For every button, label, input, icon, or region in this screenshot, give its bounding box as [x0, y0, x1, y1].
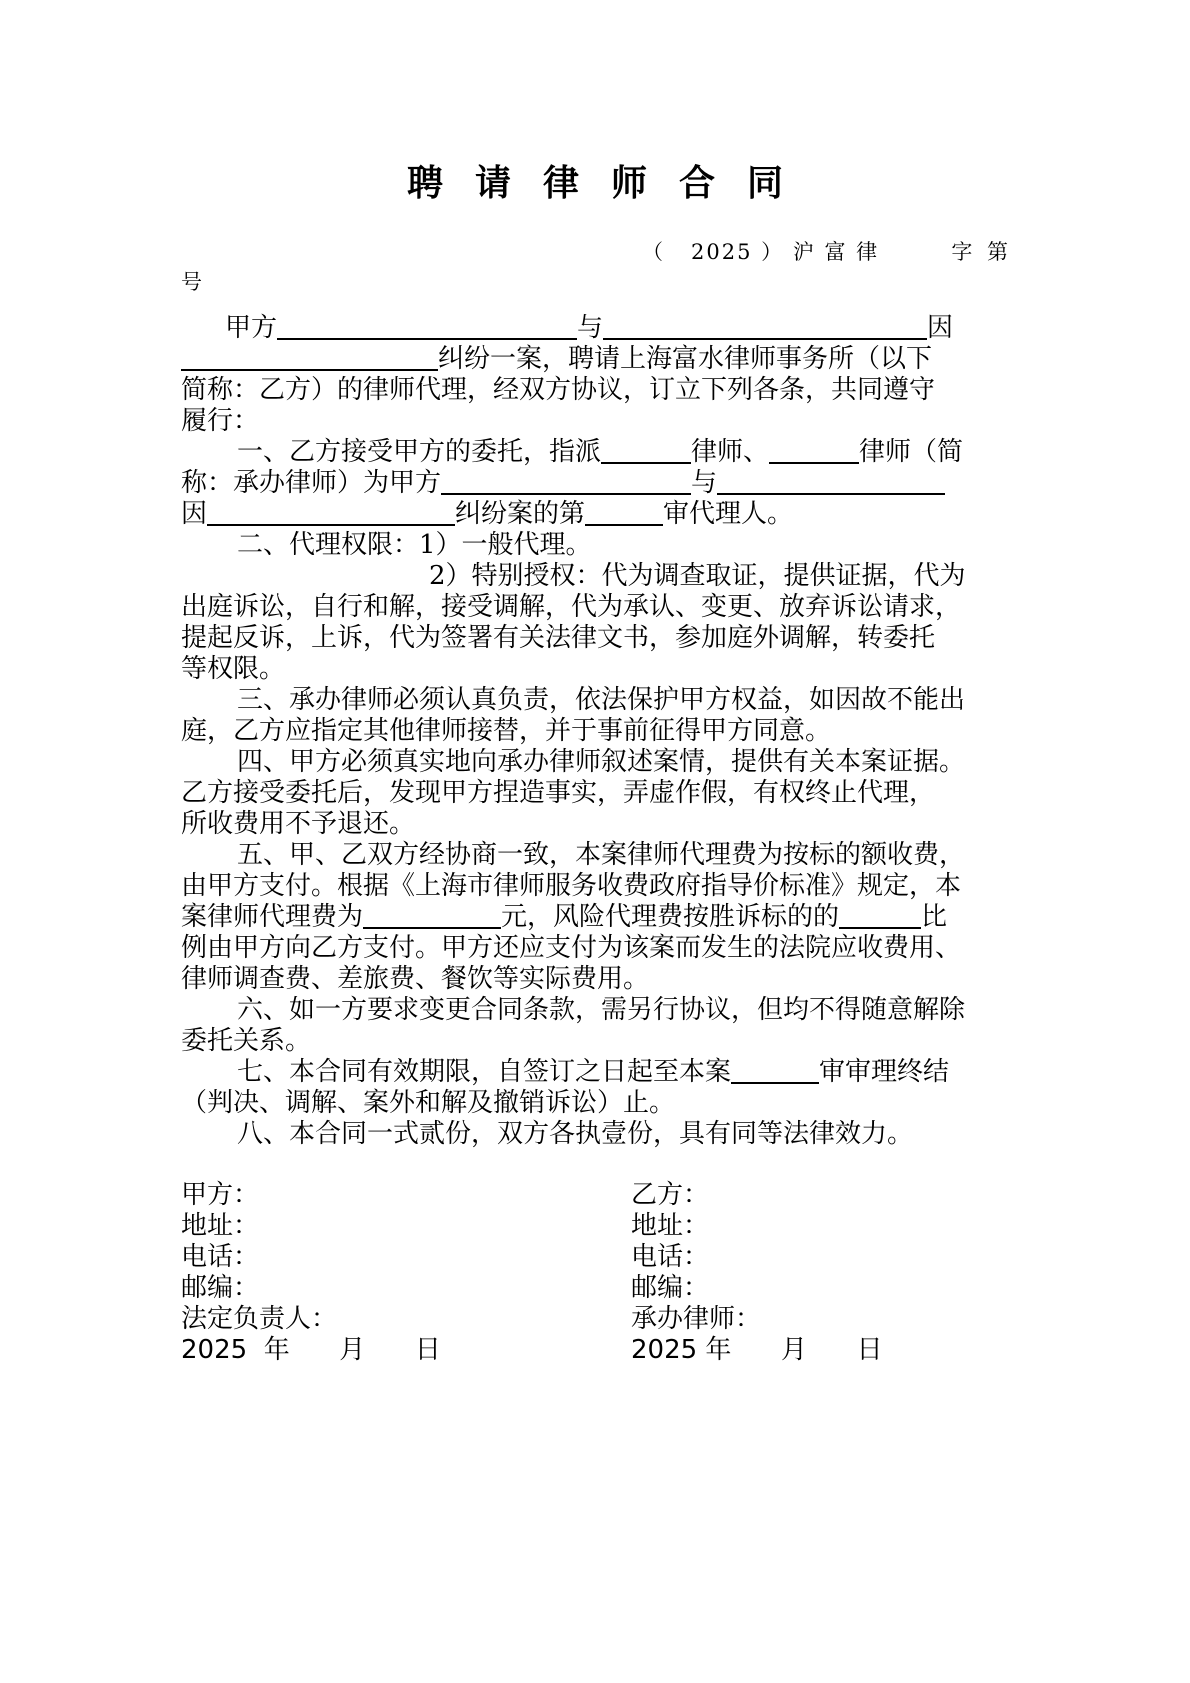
blank-party-b-2[interactable]: [717, 469, 945, 495]
party-b-date: 2025 年 月 日: [631, 1335, 883, 1365]
text: 与: [691, 468, 718, 498]
clause-4-line-3: 所收费用不予退还。: [181, 809, 416, 839]
text: 七、本合同有效期限，自签订之日起至本案: [237, 1057, 732, 1087]
party-a-date: 2025 年 月 日: [181, 1335, 441, 1365]
clause-2-line-5: 等权限。: [181, 654, 286, 684]
title-char: 同: [747, 163, 800, 204]
text: 甲方: [225, 313, 278, 343]
blank-party-b[interactable]: [603, 314, 927, 340]
blank-dispute-2[interactable]: [207, 500, 455, 526]
clause-4-line-2: 乙方接受委托后，发现甲方捏造事实，弄虚作假，有权终止代理，: [181, 778, 936, 808]
text: 元，风险代理费按胜诉标的的: [501, 902, 840, 932]
clause-5-line-4: 例由甲方向乙方支付。甲方还应支付为该案而发生的法院应收费用、: [181, 933, 962, 963]
clause-8-line-1: 八、本合同一式贰份，双方各执壹份，具有同等法律效力。: [237, 1119, 914, 1149]
preamble-line-2: [181, 344, 1011, 375]
party-a-representative: 法定负责人：: [181, 1304, 338, 1334]
blank-lawyer-2[interactable]: [769, 438, 859, 464]
party-b-address: 地址：: [631, 1211, 710, 1241]
title-char: 合: [679, 163, 732, 204]
blank-party-a-2[interactable]: [441, 469, 691, 495]
text: 审代理人。: [663, 499, 794, 529]
contract-body: [181, 313, 1011, 1150]
text: 审审理终结: [819, 1057, 950, 1087]
reference-number-suffix: 字 第: [951, 240, 1012, 264]
clause-4-line-1: 四、甲方必须真实地向承办律师叙述案情，提供有关本案证据。: [237, 747, 966, 777]
title-char: 师: [611, 163, 664, 204]
clause-5-line-2: 由甲方支付。根据《上海市律师服务收费政府指导价标准》规定，本: [181, 871, 962, 901]
clause-5-line-3: [181, 902, 1011, 933]
text: 因: [181, 499, 208, 529]
title-char: 律: [542, 163, 595, 204]
blank-instance-2[interactable]: [731, 1058, 819, 1084]
text: 与: [577, 313, 604, 343]
blank-percentage[interactable]: [839, 903, 921, 929]
clause-1-line-3: [181, 499, 1011, 530]
clause-3-line-1: 三、承办律师必须认真负责，依法保护甲方权益，如因故不能出: [237, 685, 966, 715]
text: 纠纷一案，聘请上海富水律师事务所（以下: [438, 344, 933, 374]
title-char: 聘: [406, 163, 459, 204]
clause-7-line-1: [181, 1057, 1011, 1088]
blank-dispute[interactable]: [181, 345, 438, 371]
text: 案律师代理费为: [181, 902, 364, 932]
party-b-phone: 电话：: [631, 1242, 710, 1272]
preamble-line-3: 简称：乙方）的律师代理，经双方协议，订立下列各条，共同遵守: [181, 375, 936, 405]
party-b-representative: 承办律师：: [631, 1304, 762, 1334]
party-a-postcode: 邮编：: [181, 1273, 260, 1303]
document-title: [0, 162, 1190, 206]
clause-6-line-2: 委托关系。: [181, 1026, 312, 1056]
clause-1-line-2: [181, 468, 1011, 499]
text: 律师、: [691, 437, 770, 467]
title-char: 请: [474, 163, 527, 204]
clause-5-line-1: 五、甲、乙双方经协商一致，本案律师代理费为按标的额收费，: [237, 840, 966, 870]
text: 一、乙方接受甲方的委托，指派: [237, 437, 602, 467]
preamble-line-4: 履行：: [181, 406, 260, 436]
clause-2-line-4: 提起反诉，上诉，代为签署有关法律文书，参加庭外调解，转委托: [181, 623, 936, 653]
party-a-phone: 电话：: [181, 1242, 260, 1272]
text: 律师（简: [859, 437, 964, 467]
clause-6-line-1: 六、如一方要求变更合同条款，需另行协议，但均不得随意解除: [237, 995, 966, 1025]
reference-number-prefix: （ 2025 ） 沪 富 律: [642, 240, 880, 264]
party-b-signature-block: [631, 1180, 883, 1366]
blank-fee[interactable]: [363, 903, 501, 929]
reference-number-wrap: 号: [181, 270, 202, 294]
party-a-label: 甲方：: [181, 1180, 260, 1210]
blank-party-a[interactable]: [277, 314, 577, 340]
party-a-address: 地址：: [181, 1211, 260, 1241]
text: 纠纷案的第: [455, 499, 586, 529]
clause-3-line-2: 庭，乙方应指定其他律师接替，并于事前征得甲方同意。: [181, 716, 832, 746]
text: 称：承办律师）为甲方: [181, 468, 442, 498]
blank-lawyer-1[interactable]: [601, 438, 691, 464]
clause-2-line-1: 二、代理权限：1）一般代理。: [237, 530, 592, 560]
clause-5-line-5: 律师调查费、差旅费、餐饮等实际费用。: [181, 964, 650, 994]
preamble-line-1: [181, 313, 1011, 344]
party-a-signature-block: [181, 1180, 441, 1366]
clause-2-line-3: 出庭诉讼，自行和解，接受调解，代为承认、变更、放弃诉讼请求，: [181, 592, 962, 622]
clause-2-line-2: 2）特别授权：代为调查取证，提供证据，代为: [429, 561, 966, 591]
blank-instance[interactable]: [585, 500, 663, 526]
party-b-label: 乙方：: [631, 1180, 710, 1210]
text: 比: [921, 902, 948, 932]
party-b-postcode: 邮编：: [631, 1273, 710, 1303]
text: 因: [927, 313, 954, 343]
clause-7-line-2: （判决、调解、案外和解及撤销诉讼）止。: [181, 1088, 676, 1118]
clause-1-line-1: [181, 437, 1011, 468]
